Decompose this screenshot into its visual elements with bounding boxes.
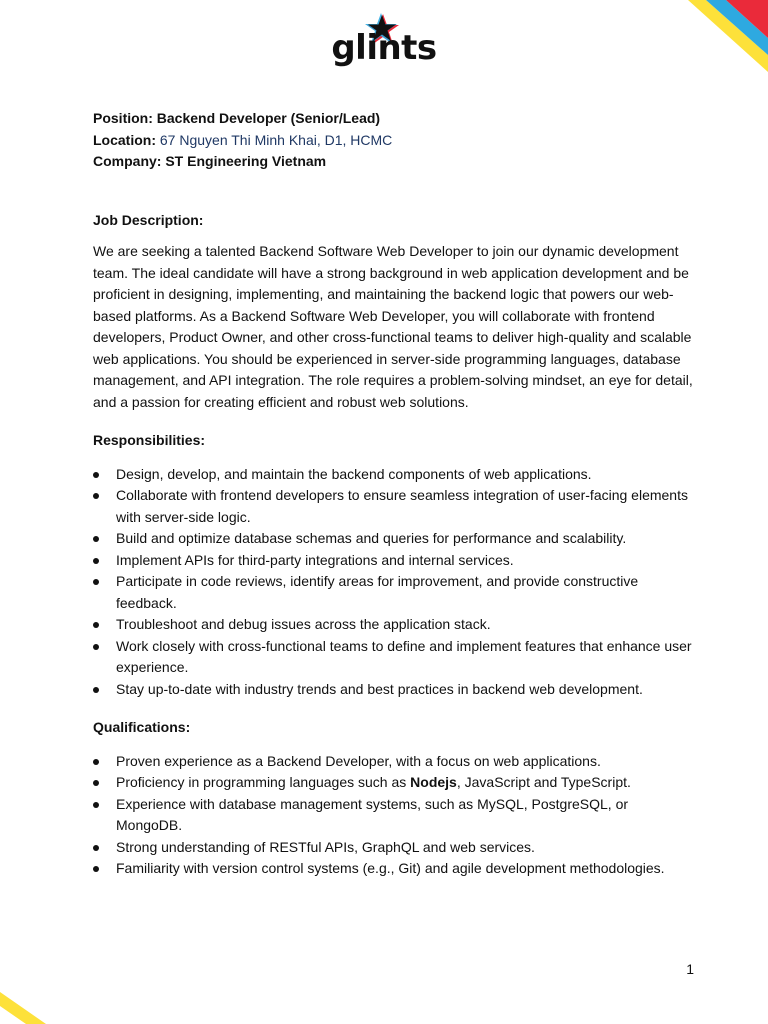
list-item: Troubleshoot and debug issues across the application stack.	[93, 614, 693, 636]
list-item	[93, 772, 693, 794]
list-item: Work closely with cross-functional teams to define and implement features that enhance user experience.	[93, 636, 693, 679]
qualifications-list	[93, 751, 693, 880]
company-line	[93, 151, 693, 173]
page-number: 1	[686, 961, 694, 977]
job-posting	[93, 108, 693, 880]
list-item: Stay up-to-date with industry trends and best practices in backend web development.	[93, 679, 693, 701]
brand-logo	[0, 6, 768, 76]
list-item: Experience with database management systems, such as MySQL, PostgreSQL, or MongoDB.	[93, 794, 693, 837]
list-item: Proven experience as a Backend Developer, with a focus on web applications.	[93, 751, 693, 773]
list-item: Collaborate with frontend developers to ensure seamless integration of user-facing elements with server-side logic.	[93, 485, 693, 528]
location-line	[93, 130, 693, 152]
company-label: Company:	[93, 153, 162, 169]
list-item-text: Proficiency in programming languages such as	[116, 774, 411, 790]
list-item: Participate in code reviews, identify areas for improvement, and provide constructive feedback.	[93, 571, 693, 614]
corner-stripe-decoration	[0, 984, 60, 1024]
list-item: Familiarity with version control systems (e.g., Git) and agile development methodologies.	[93, 858, 693, 880]
responsibilities-list	[93, 464, 693, 701]
list-item-highlight: Nodejs	[410, 774, 457, 790]
position-label: Position:	[93, 110, 153, 126]
position-line	[93, 108, 693, 130]
logo-wordmark: glints	[331, 28, 437, 68]
list-item: Strong understanding of RESTful APIs, GraphQL and web services.	[93, 837, 693, 859]
location-value: 67 Nguyen Thi Minh Khai, D1, HCMC	[159, 131, 393, 148]
position-value: Backend Developer (Senior/Lead)	[156, 110, 381, 126]
list-item: Design, develop, and maintain the backend components of web applications.	[93, 464, 693, 486]
company-value: ST Engineering Vietnam	[165, 153, 327, 169]
qualifications-title: Qualifications:	[93, 719, 191, 735]
responsibilities-title: Responsibilities:	[93, 432, 206, 448]
job-description-title: Job Description:	[93, 211, 204, 228]
list-item-text: , JavaScript and TypeScript.	[456, 774, 631, 790]
location-label: Location:	[93, 131, 156, 148]
list-item: Implement APIs for third-party integrations and internal services.	[93, 550, 693, 572]
list-item: Build and optimize database schemas and queries for performance and scalability.	[93, 528, 693, 550]
job-description-text: We are seeking a talented Backend Software Web Developer to join our dynamic development team. The ideal candidate will have a strong background in web application development and be proficient in designing, implementing, and maintaining the backend logic that powers our web-based platforms. As a Backend Software Web Developer, you will collaborate with frontend developers, Product Owner, and other cross-functional teams to deliver high-quality and scalable web applications. You should be experienced in server-side programming languages, database management, and API integration. The role requires a problem-solving mindset, an eye for detail, and a passion for creating efficient and robust web solutions.	[93, 243, 693, 410]
